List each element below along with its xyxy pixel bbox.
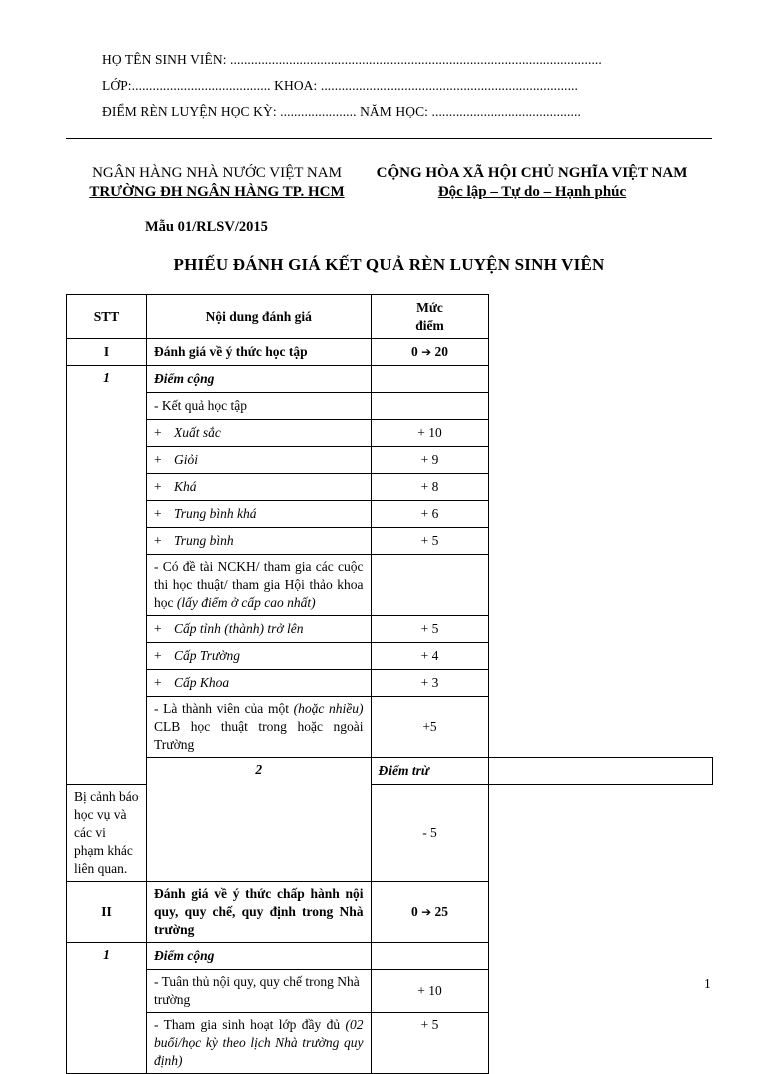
- table-row: [67, 970, 713, 1013]
- row-content: [147, 616, 372, 643]
- document-title: PHIẾU ĐÁNH GIÁ KẾT QUẢ RÈN LUYỆN SINH VIÊN: [173, 255, 605, 274]
- row-content: Điểm cộng: [147, 943, 372, 970]
- table-row: [67, 339, 713, 366]
- grade-label: Trung bình khá: [174, 506, 257, 521]
- row-content: [147, 555, 372, 616]
- plus-sign: +: [154, 675, 162, 690]
- header-content: Nội dung đánh giá: [147, 295, 372, 339]
- issuer-block: [72, 164, 362, 202]
- row-score: + 5: [371, 616, 488, 643]
- row-score: + 10: [371, 420, 488, 447]
- row-content: Đánh giá về ý thức học tập: [147, 339, 372, 366]
- table-row: [67, 697, 713, 758]
- sinhhoat-note: (02 buổi/học kỳ theo lịch Nhà trường quy định): [154, 1017, 364, 1068]
- table-row: [67, 943, 713, 970]
- row-score: [371, 882, 488, 943]
- level-label: Cấp tỉnh (thành) trở lên: [174, 621, 304, 636]
- form-code: Mẫu 01/RLSV/2015: [145, 219, 268, 235]
- row-content: [147, 697, 372, 758]
- national-motto: Độc lập – Tự do – Hạnh phúc: [437, 184, 627, 200]
- row-content: Đánh giá về ý thức chấp hành nội quy, quy chế, quy định trong Nhà trường: [147, 882, 372, 943]
- row-content: [147, 528, 372, 555]
- row-score: + 5: [371, 1013, 488, 1074]
- sinhhoat-text: - Tham gia sinh hoạt lớp đầy đủ: [154, 1017, 341, 1032]
- student-name-field: HỌ TÊN SINH VIÊN: ...........................................................................................................: [102, 52, 602, 67]
- row-score: + 4: [371, 643, 488, 670]
- range-end: 20: [434, 344, 449, 359]
- table-row: [67, 501, 713, 528]
- row-score: + 8: [371, 474, 488, 501]
- row-score: [371, 366, 488, 393]
- row-stt: 1: [67, 943, 147, 1074]
- header-divider: [66, 138, 712, 139]
- row-score: [371, 393, 488, 420]
- grade-label: Trung bình: [174, 533, 234, 548]
- level-label: Cấp Khoa: [174, 675, 230, 690]
- arrow-right-icon: ➔: [421, 345, 432, 359]
- range-start: 0: [410, 344, 418, 359]
- range-start: 0: [410, 904, 418, 919]
- table-row: [67, 882, 713, 943]
- row-content: Điểm cộng: [147, 366, 372, 393]
- table-row: [67, 366, 713, 393]
- table-row: [67, 643, 713, 670]
- clb-text-b: (hoặc nhiều): [293, 701, 364, 716]
- row-content: Điểm trừ: [371, 758, 488, 785]
- row-score: [488, 758, 713, 785]
- clb-text-c: CLB học thuật trong hoặc ngoài Trường: [154, 719, 364, 752]
- table-row: [67, 670, 713, 697]
- grade-label: Khá: [174, 479, 197, 494]
- row-stt: II: [67, 882, 147, 943]
- row-stt: 2: [147, 758, 372, 882]
- header-score: [371, 295, 488, 339]
- plus-sign: +: [154, 621, 162, 636]
- row-stt: I: [67, 339, 147, 366]
- semester-score-field: ĐIỂM RÈN LUYỆN HỌC KỲ: ...................... NĂM HỌC: ...........................................: [102, 104, 581, 119]
- national-motto-block: [358, 164, 706, 202]
- table-row: [67, 447, 713, 474]
- issuer-line-1: NGÂN HÀNG NHÀ NƯỚC VIỆT NAM: [92, 165, 342, 181]
- class-faculty-field: LỚP:........................................ KHOA: ..........................................................................: [102, 78, 579, 93]
- plus-sign: +: [154, 425, 162, 440]
- plus-sign: +: [154, 452, 162, 467]
- row-score: [371, 943, 488, 970]
- row-stt: 1: [67, 366, 147, 785]
- evaluation-table: [66, 294, 713, 1074]
- level-label: Cấp Trường: [174, 648, 240, 663]
- row-content: [147, 447, 372, 474]
- table-row: [67, 528, 713, 555]
- national-name: CỘNG HÒA XÃ HỘI CHỦ NGHĨA VIỆT NAM: [376, 165, 688, 181]
- plus-sign: +: [154, 479, 162, 494]
- row-score: - 5: [371, 785, 488, 882]
- nckh-text: - Có đề tài NCKH/ tham gia các cuộc thi học thuật/ tham gia Hội thảo khoa học: [154, 559, 364, 610]
- plus-sign: +: [154, 533, 162, 548]
- row-score: + 9: [371, 447, 488, 474]
- arrow-right-icon: ➔: [421, 905, 432, 919]
- row-content: - Tuân thủ nội quy, quy chế trong Nhà trường: [147, 970, 372, 1013]
- row-content: [147, 643, 372, 670]
- row-content: [147, 501, 372, 528]
- header-stt: STT: [67, 295, 147, 339]
- row-score: [371, 339, 488, 366]
- table-row: [67, 474, 713, 501]
- row-content: [147, 420, 372, 447]
- row-score: + 3: [371, 670, 488, 697]
- header-score-line2: điểm: [415, 317, 444, 333]
- table-row: [67, 420, 713, 447]
- row-content: [147, 670, 372, 697]
- plus-sign: +: [154, 648, 162, 663]
- row-content: [147, 474, 372, 501]
- row-content: [147, 1013, 372, 1074]
- grade-label: Xuất sắc: [174, 425, 221, 440]
- grade-label: Giỏi: [174, 452, 199, 467]
- table-header-row: [67, 295, 713, 339]
- row-score: + 5: [371, 528, 488, 555]
- row-content: Bị cảnh báo học vụ và các vi phạm khác liên quan.: [67, 785, 147, 882]
- range-end: 25: [434, 904, 449, 919]
- table-row: [67, 616, 713, 643]
- row-content: - Kết quả học tập: [147, 393, 372, 420]
- header-score-line1: Mức: [416, 299, 443, 315]
- clb-text-a: - Là thành viên của một: [154, 701, 289, 716]
- nckh-note: (lấy điểm ở cấp cao nhất): [176, 595, 316, 610]
- table-row: [67, 1013, 713, 1074]
- row-score: [371, 555, 488, 616]
- row-score: + 6: [371, 501, 488, 528]
- plus-sign: +: [154, 506, 162, 521]
- row-score: + 10: [371, 970, 488, 1013]
- row-score: +5: [371, 697, 488, 758]
- page-number: 1: [704, 976, 711, 991]
- table-row: [67, 758, 713, 785]
- table-row: [67, 555, 713, 616]
- table-row: [67, 393, 713, 420]
- issuer-line-2: TRƯỜNG ĐH NGÂN HÀNG TP. HCM: [89, 184, 345, 200]
